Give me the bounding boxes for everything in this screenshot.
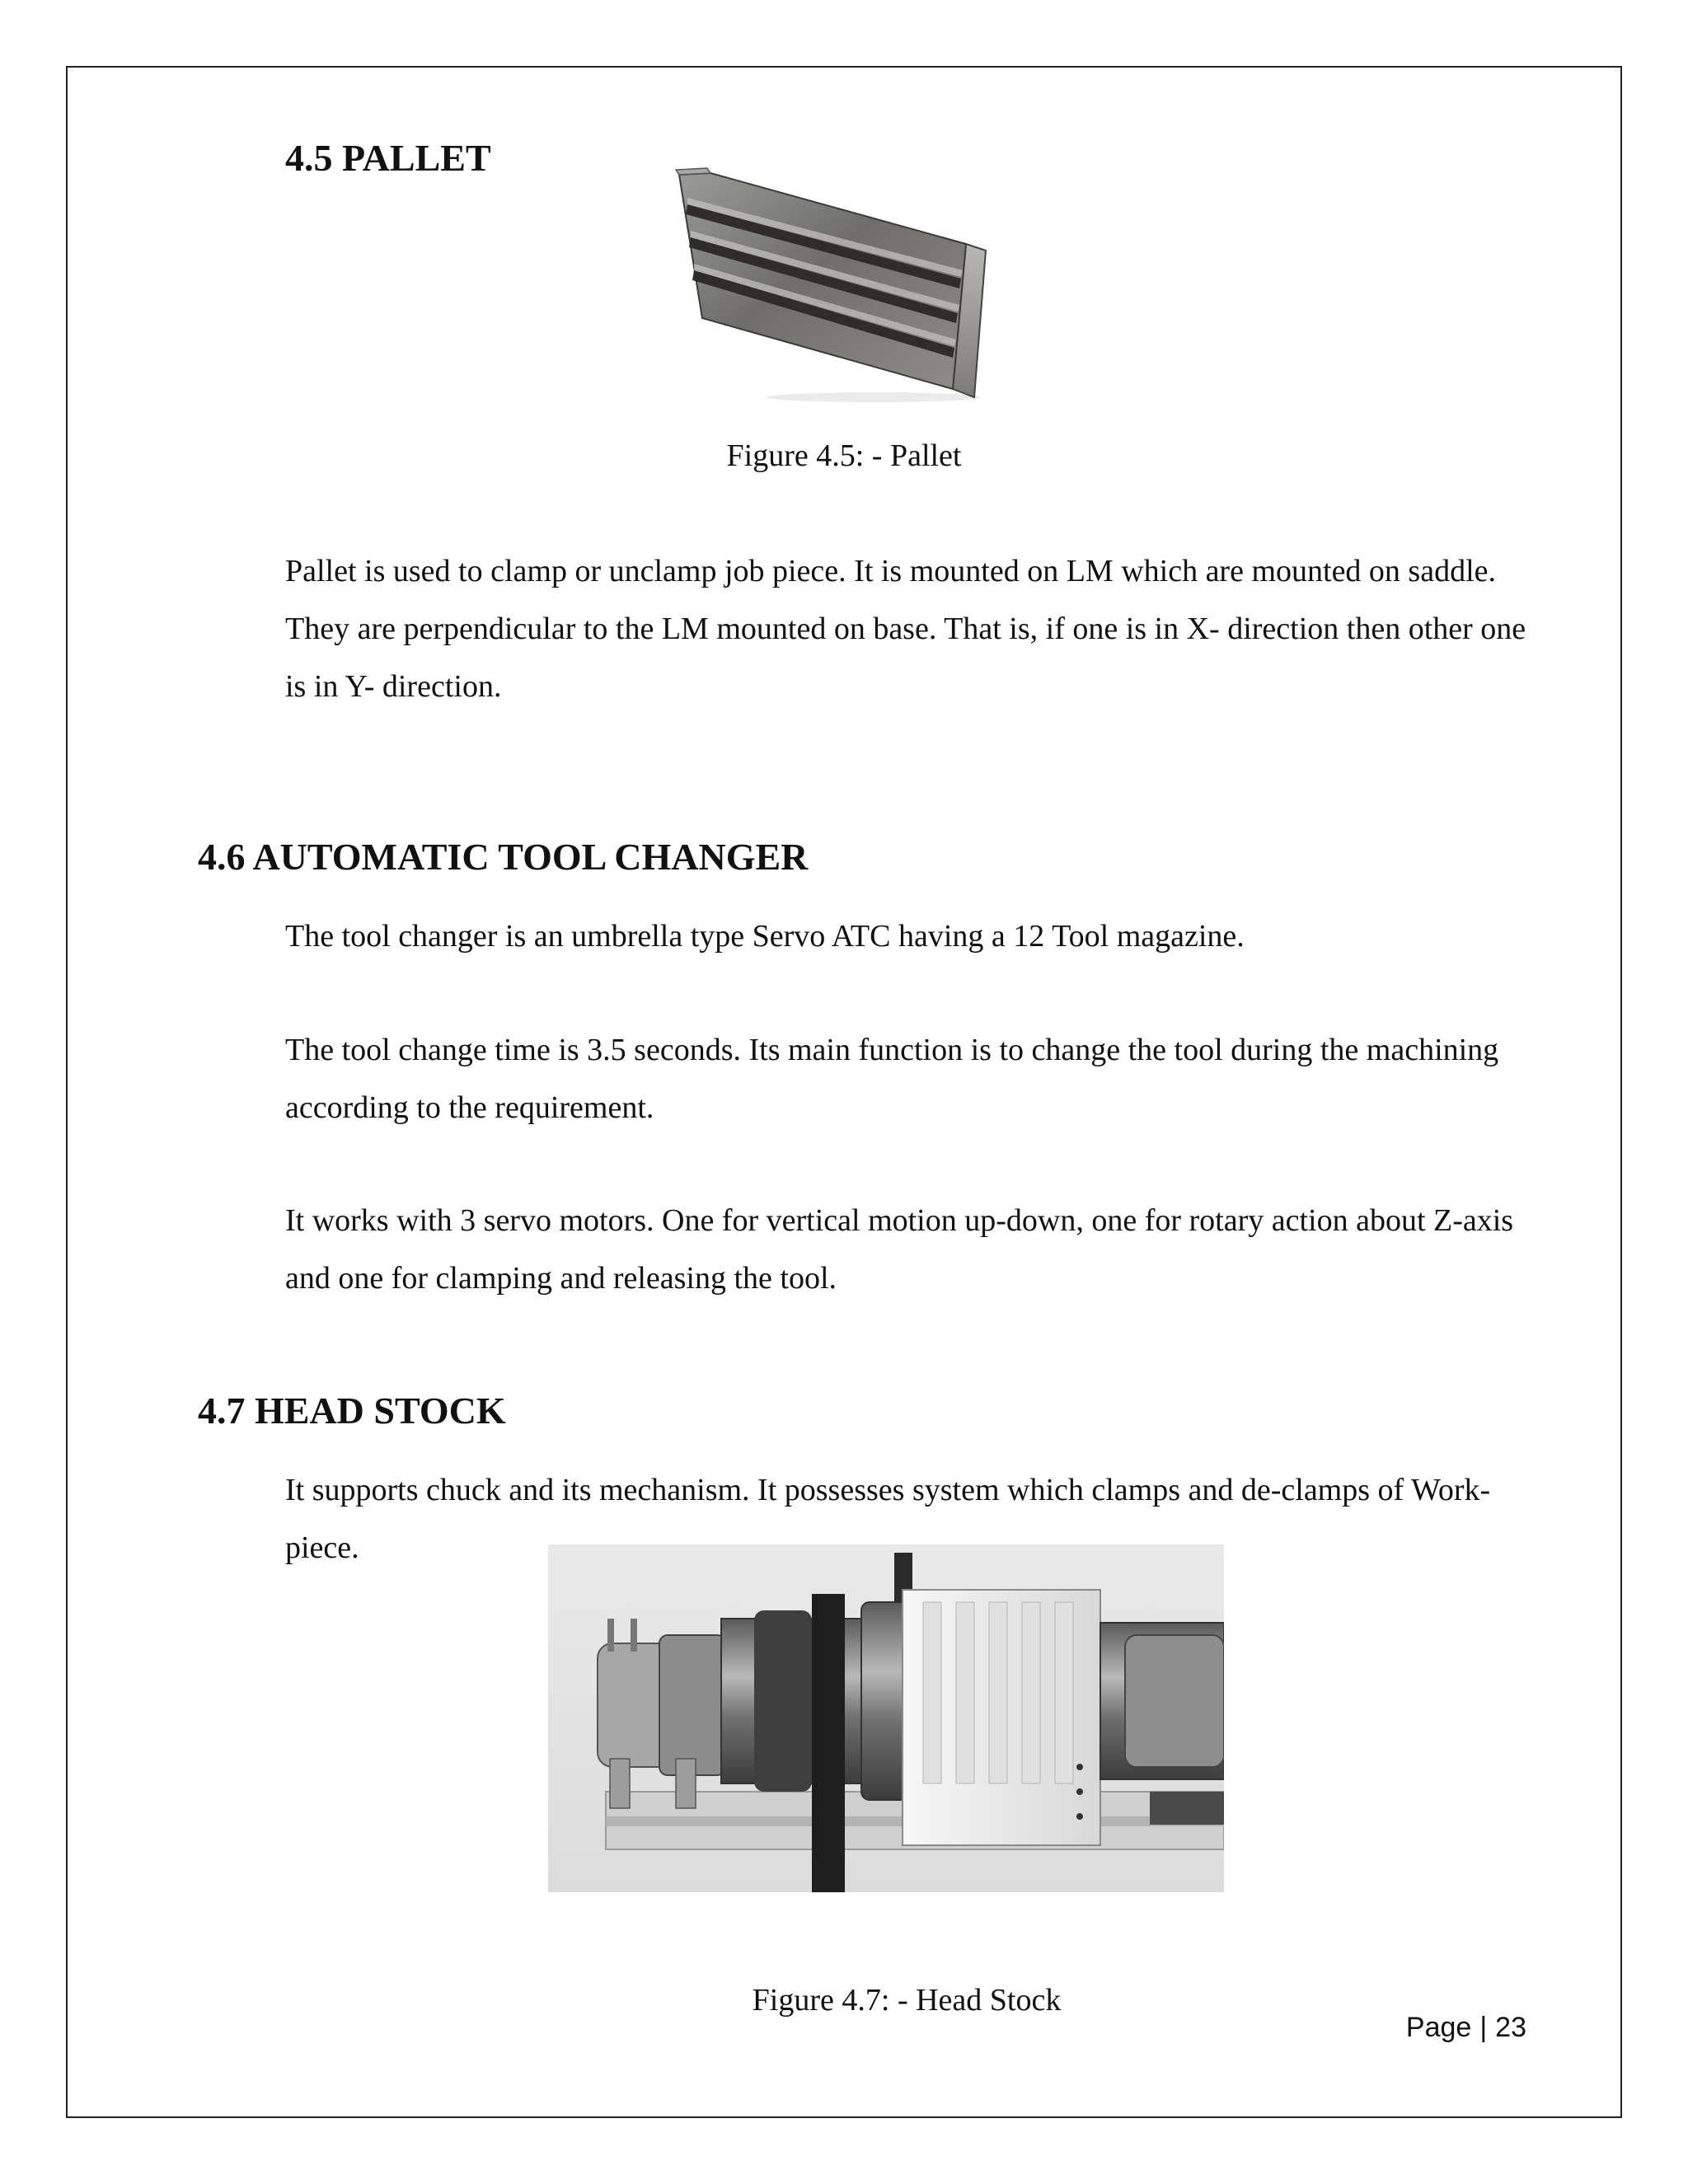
pallet-paragraph: Pallet is used to clamp or unclamp job piece. It is mounted on LM which are mounted on saddle. They are perpendicular to the LM mounted on base. That is, if one is in X- direction then other one is in Y- direction.: [285, 554, 1526, 704]
section-heading-headstock: 4.7 HEAD STOCK: [198, 1390, 506, 1432]
headstock-image: [548, 1544, 1224, 1892]
page-separator: |: [1479, 2012, 1488, 2043]
page-number-value: 23: [1495, 2012, 1526, 2043]
headstock-paragraph: It supports chuck and its mechanism. It possesses system which clamps and de-clamps of Work-piece.: [285, 1473, 1491, 1565]
section-heading-pallet: 4.5 PALLET: [285, 137, 491, 179]
page-number: [1406, 2009, 1526, 2046]
section-heading-atc: 4.6 AUTOMATIC TOOL CHANGER: [198, 836, 809, 878]
atc-paragraph-3: It works with 3 servo motors. One for vertical motion up-down, one for rotary action about Z-axis and one for clamping and releasing the tool.: [285, 1203, 1514, 1296]
pallet-figure: [668, 165, 997, 404]
atc-paragraph-2: The tool change time is 3.5 seconds. Its main function is to change the tool during the machining according to the requirement.: [285, 1033, 1499, 1125]
figure-caption-headstock: Figure 4.7: - Head Stock: [752, 1983, 1062, 2018]
atc-paragraph-1: The tool changer is an umbrella type Servo ATC having a 12 Tool magazine.: [285, 919, 1245, 954]
headstock-figure: [548, 1544, 1224, 1892]
figure-caption-pallet: Figure 4.5: - Pallet: [726, 438, 962, 473]
pallet-image: [668, 165, 997, 404]
page-label: Page: [1405, 2012, 1472, 2043]
